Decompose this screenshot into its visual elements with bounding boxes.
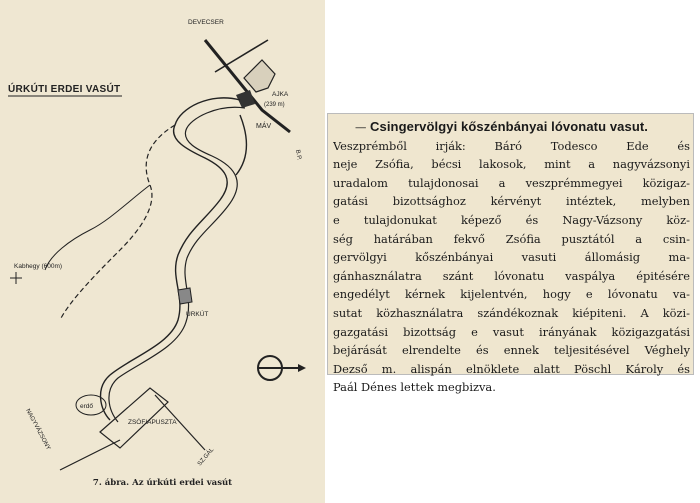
forest-railway-track-2 [109, 107, 245, 422]
map-drawing [0, 0, 325, 503]
map-title: ÚRKÚTI ERDEI VASÚT [8, 84, 121, 95]
label-devecser: DEVECSER [188, 19, 224, 26]
label-zsofiapuszta: ZSÓFIAPUSZTA [128, 419, 177, 426]
track-branch [236, 115, 246, 175]
label-szgal: SZ.GÁL [196, 447, 216, 468]
map-caption: 7. ábra. Az úrkúti erdei vasút [92, 478, 233, 488]
clipping-title: Csingervölgyi kőszénbányai lóvonatu vasut. [370, 119, 649, 134]
railway-map [0, 0, 325, 503]
label-erdo: erdő [80, 403, 94, 410]
label-ajka-elevation: (239 m) [264, 102, 285, 108]
clipping-line: engedélyt kérnek kijelentvén, hogy e lóvonatu va- [333, 287, 690, 302]
road-nagyvazsony [60, 440, 120, 470]
label-ajka: AJKA [272, 91, 289, 98]
label-urkut: ÚRKÚT [186, 311, 209, 318]
clipping-line: gazgatási bizottság e vasut irányának közigazgatási [333, 324, 690, 339]
clipping-title-prefix: — [355, 120, 371, 134]
clipping-line: uradalom tulajdonosai a veszprémmegyei közigaz- [333, 175, 690, 190]
clipping-line: gatási bizottsághoz kérvényt intéztek, melyben [333, 194, 690, 209]
urkut-town-shape [178, 288, 192, 304]
clipping-title-line [333, 118, 690, 137]
north-arrow-head [298, 364, 306, 372]
ajka-town-shape [244, 60, 275, 92]
clipping-line: gervölgyi kőszénbányai vasuti állomásig ma- [333, 250, 690, 265]
mav-railway-line [205, 40, 290, 132]
zsofiapuszta-area [100, 388, 168, 448]
western-branch-track-2 [45, 185, 150, 270]
clipping-line: gánhasználatra szánt lóvonatu vaspálya épitésére [333, 268, 690, 283]
western-branch-track [60, 125, 175, 320]
clipping-line: bejárását elrendelte és ennek teljesitésével Véghely [333, 343, 690, 358]
label-bp: B.P. [294, 149, 302, 161]
clipping-line: neje Zsófia, bécsi lakosok, mint a nagyvázsonyi [333, 157, 690, 172]
label-mav: MÁV [256, 123, 272, 130]
newspaper-clipping [327, 113, 694, 395]
clipping-line: e tulajdonukat képező és Nagy-Vázsony köz- [333, 212, 690, 227]
clipping-body [333, 118, 690, 397]
clipping-line: Paál Dénes lettek megbizva. [333, 380, 496, 395]
forest-railway-track [101, 98, 240, 420]
label-kabhegy: Kabhegy (600m) [14, 263, 63, 270]
clipping-line: ség határában fekvő Zsófia pusztától a csin- [333, 231, 690, 246]
clipping-line: Dezső m. alispán elnöklete alatt Pöschl Károly és [333, 361, 690, 376]
clipping-line: sutat közhasználatra szándékoznak kiépiteni. A közi- [333, 305, 690, 320]
clipping-line: Veszprémből irják: Báró Todesco Ede és [333, 138, 690, 153]
label-nagyvazsony: NAGYVÁZSONY [24, 408, 51, 452]
